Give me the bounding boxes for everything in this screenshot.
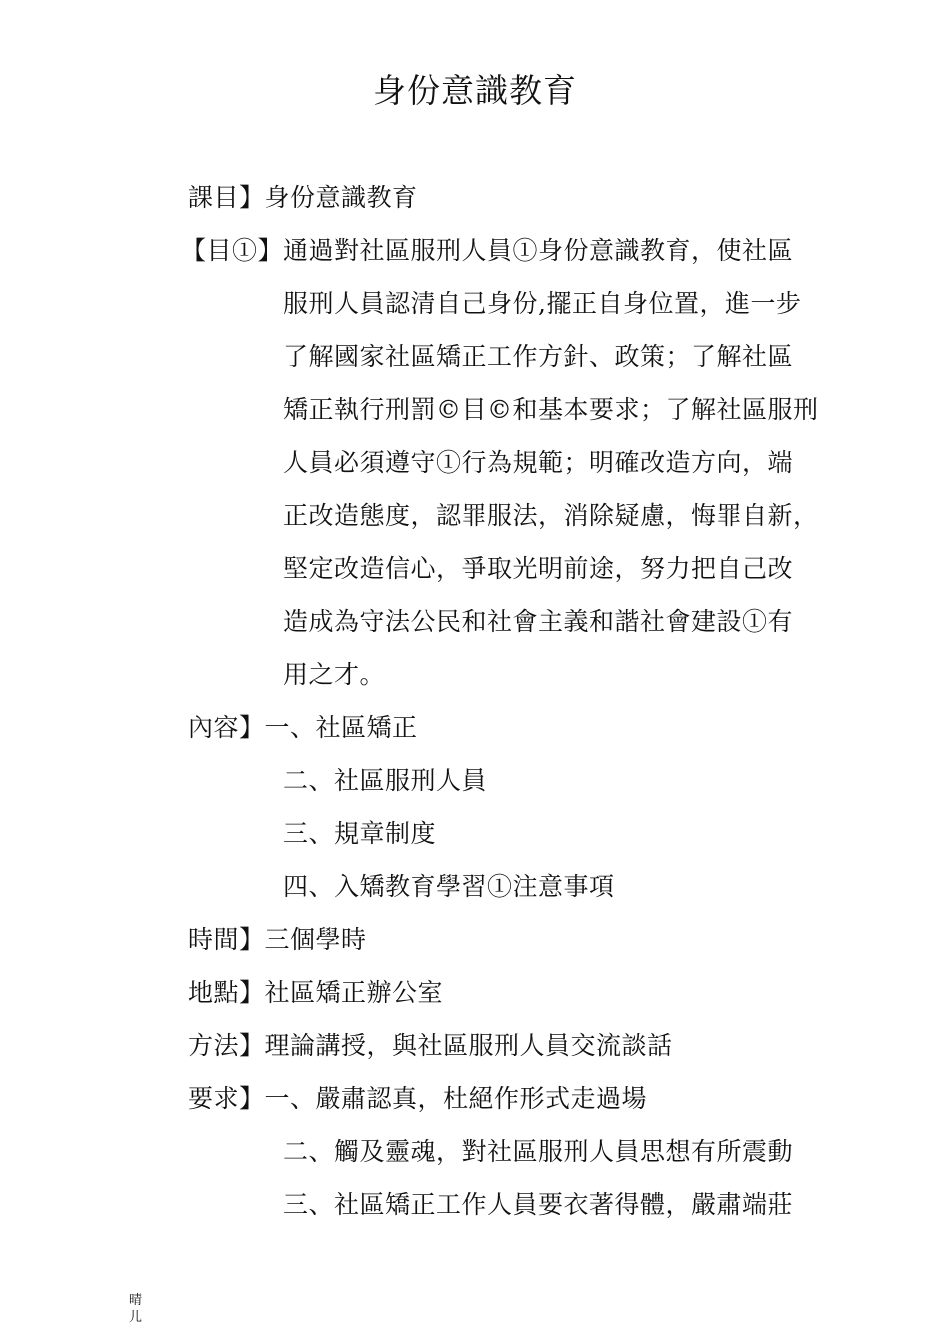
content-line: 二、社區服刑人員 xyxy=(283,766,488,795)
purpose-line: 服刑人員認清自己身份,擺正自身位置，進一步 xyxy=(283,289,802,318)
requirements-line: 三、社區矯正工作人員要衣著得體，嚴肅端莊 xyxy=(283,1190,794,1219)
purpose-line: 矯正執行刑罰©目©和基本要求；了解社區服刑 xyxy=(283,395,819,424)
method-line: 方法】理論講授，與社區服刑人員交流談話 xyxy=(188,1031,673,1060)
place-line: 地點】社區矯正辦公室 xyxy=(188,978,444,1007)
time-line: 時間】三個學時 xyxy=(188,925,367,954)
requirements-first-line: 要求】一、嚴肅認真，杜絕作形式走過場 xyxy=(188,1084,648,1113)
purpose-line: 造成為守法公民和社會主義和諧社會建設①有 xyxy=(283,607,794,636)
purpose-line: 正改造態度，認罪服法，消除疑慮，悔罪自新， xyxy=(283,501,819,530)
subject-line: 課目】身份意識教育 xyxy=(188,183,418,212)
content-line: 三、規章制度 xyxy=(283,819,437,848)
content-first-line: 內容】一、社區矯正 xyxy=(188,713,418,742)
purpose-first-line: 【目①】通過對社區服刑人員①身份意識教育，使社區 xyxy=(181,236,794,265)
footer-mark: 晴儿 xyxy=(129,1293,143,1325)
purpose-line: 堅定改造信心，爭取光明前途，努力把自己改 xyxy=(283,554,794,583)
requirements-line: 二、觸及靈魂，對社區服刑人員思想有所震動 xyxy=(283,1137,794,1166)
document-title: 身份意識教育 xyxy=(373,71,577,110)
purpose-line: 人員必須遵守①行為規範；明確改造方向，端 xyxy=(283,448,794,477)
purpose-line: 用之才。 xyxy=(283,660,386,689)
content-line: 四、入矯教育學習①注意事項 xyxy=(283,872,615,901)
purpose-line: 了解國家社區矯正工作方針、政策；了解社區 xyxy=(283,342,794,371)
